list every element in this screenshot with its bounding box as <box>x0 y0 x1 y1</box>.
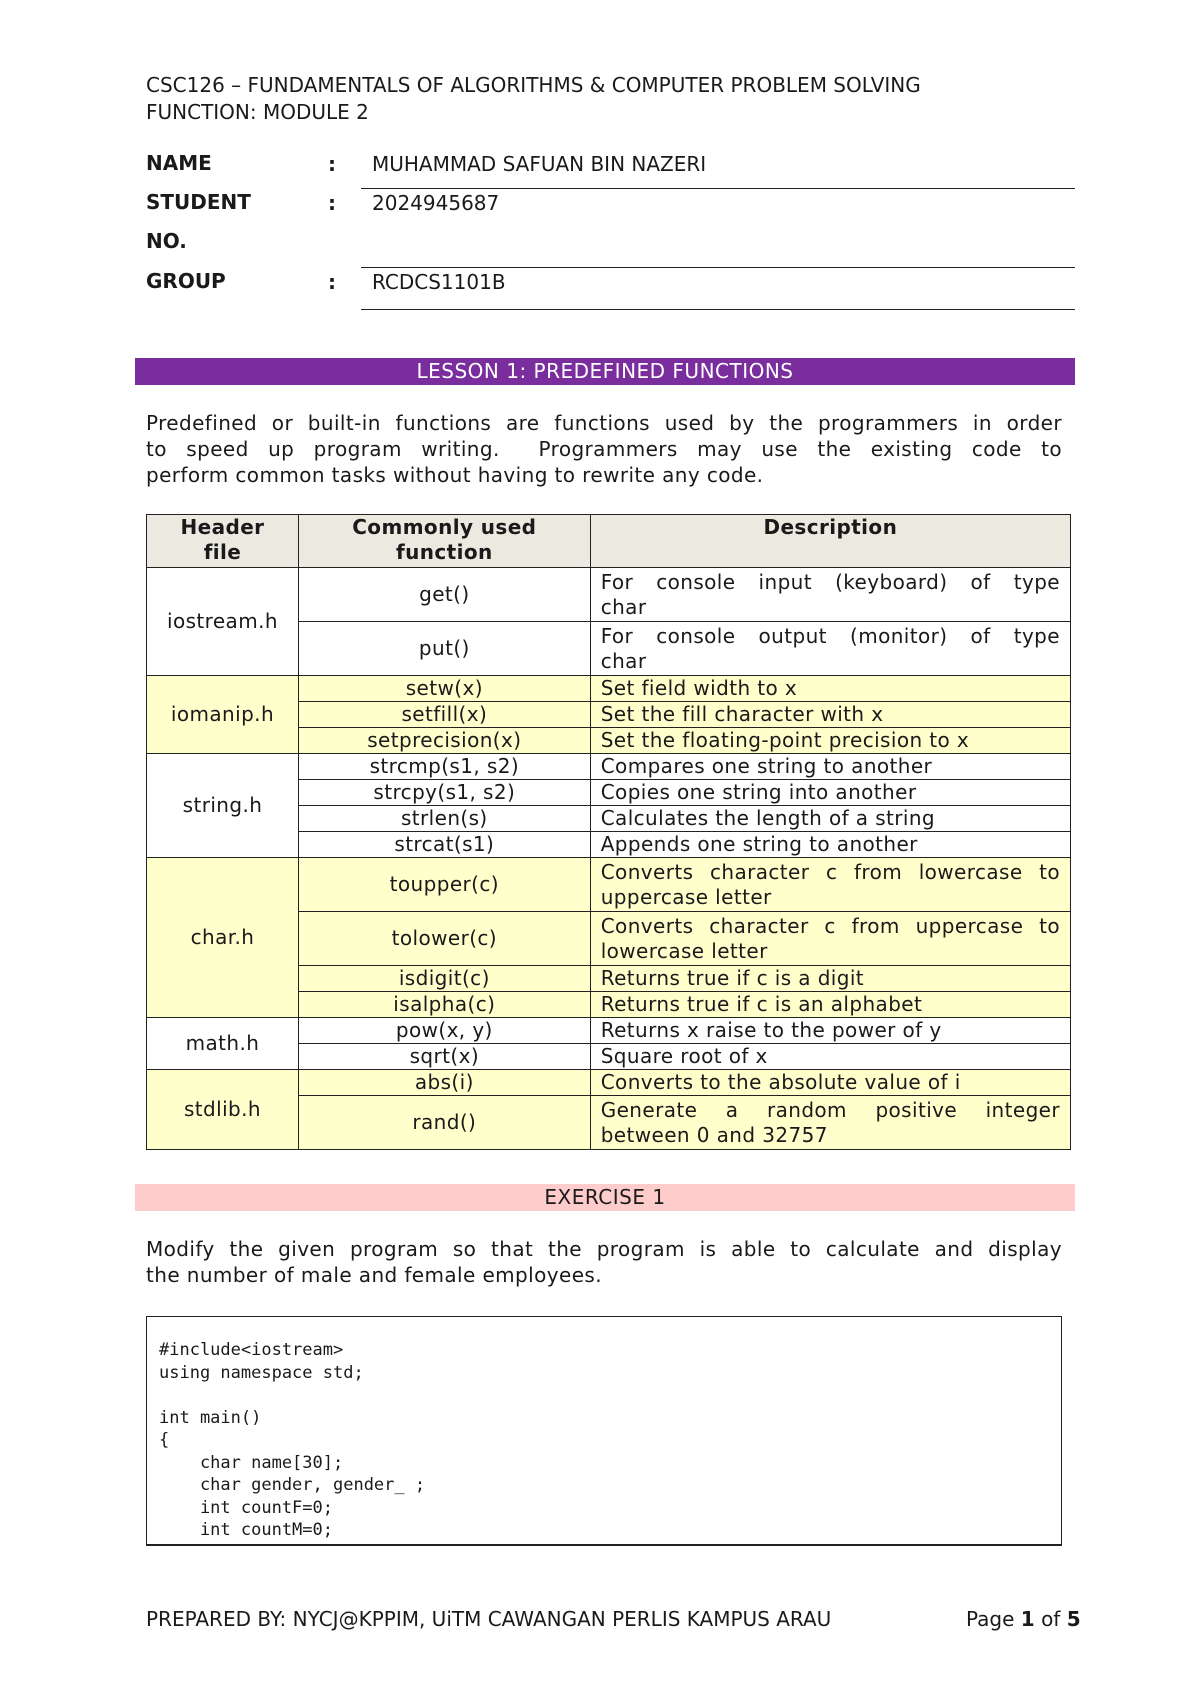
description-cell: Generate a random positive integer between 0 and 32757 <box>590 1096 1070 1150</box>
page-total: 5 <box>1066 1607 1081 1631</box>
description-cell: Returns x raise to the power of y <box>590 1018 1070 1044</box>
function-cell: rand() <box>298 1096 590 1150</box>
name-value: MUHAMMAD SAFUAN BIN NAZERI <box>372 152 707 176</box>
function-cell: tolower(c) <box>298 912 590 966</box>
description-cell: Converts character c from uppercase to lowercase letter <box>590 912 1070 966</box>
intro-line: to speed up program writing. Programmers may use the existing code to <box>146 437 1062 461</box>
description-cell: For console input (keyboard) of type char <box>590 568 1070 622</box>
column-header-description: Description <box>590 515 1070 568</box>
column-header-function: Commonly used function <box>298 515 590 568</box>
description-cell: Converts to the absolute value of i <box>590 1070 1070 1096</box>
function-cell: setprecision(x) <box>298 728 590 754</box>
table-row <box>147 1070 1071 1096</box>
description-cell: Calculates the length of a string <box>590 806 1070 832</box>
function-cell: strlen(s) <box>298 806 590 832</box>
intro-line: perform common tasks without having to rewrite any code. <box>146 463 764 487</box>
table-row <box>147 1018 1071 1044</box>
code-box <box>146 1316 1062 1546</box>
function-cell: get() <box>298 568 590 622</box>
page-number <box>966 1606 1081 1632</box>
function-cell: setfill(x) <box>298 702 590 728</box>
group-colon: : <box>328 270 336 294</box>
description-cell: Set field width to x <box>590 676 1070 702</box>
header-file-cell: stdlib.h <box>147 1070 299 1150</box>
function-cell: put() <box>298 622 590 676</box>
group-label: GROUP <box>146 269 226 293</box>
description-cell: For console output (monitor) of type char <box>590 622 1070 676</box>
table-row <box>147 754 1071 780</box>
header-file-cell: string.h <box>147 754 299 858</box>
predefined-functions-table <box>146 514 1071 1150</box>
page-word: Page <box>966 1607 1015 1631</box>
function-cell: setw(x) <box>298 676 590 702</box>
table-row <box>147 676 1071 702</box>
exercise-banner: EXERCISE 1 <box>135 1184 1075 1211</box>
student-no-colon: : <box>328 191 336 215</box>
function-cell: toupper(c) <box>298 858 590 912</box>
header-file-cell: iomanip.h <box>147 676 299 754</box>
description-cell: Set the fill character with x <box>590 702 1070 728</box>
name-label: NAME <box>146 151 212 175</box>
intro-line: Predefined or built-in functions are functions used by the programmers in order <box>146 411 1062 435</box>
lesson-intro <box>146 410 1062 488</box>
module-title: FUNCTION: MODULE 2 <box>146 100 369 124</box>
function-cell: sqrt(x) <box>298 1044 590 1070</box>
student-no-value: 2024945687 <box>372 191 500 215</box>
column-header-header-file: Header file <box>147 515 299 568</box>
lesson-banner: LESSON 1: PREDEFINED FUNCTIONS <box>135 358 1075 385</box>
instruction-line: Modify the given program so that the program is able to calculate and display <box>146 1237 1062 1261</box>
function-cell: isdigit(c) <box>298 966 590 992</box>
description-cell: Square root of x <box>590 1044 1070 1070</box>
description-cell: Converts character c from lowercase to uppercase letter <box>590 858 1070 912</box>
function-cell: pow(x, y) <box>298 1018 590 1044</box>
description-cell: Copies one string into another <box>590 780 1070 806</box>
course-title: CSC126 – FUNDAMENTALS OF ALGORITHMS & COMPUTER PROBLEM SOLVING <box>146 73 921 97</box>
header-file-cell: iostream.h <box>147 568 299 676</box>
function-cell: abs(i) <box>298 1070 590 1096</box>
description-cell: Compares one string to another <box>590 754 1070 780</box>
page-current: 1 <box>1020 1607 1035 1631</box>
table-row <box>147 858 1071 912</box>
header-file-cell: char.h <box>147 858 299 1018</box>
function-cell: strcat(s1) <box>298 832 590 858</box>
description-cell: Appends one string to another <box>590 832 1070 858</box>
table-header-row <box>147 515 1071 568</box>
table-row <box>147 568 1071 622</box>
function-cell: isalpha(c) <box>298 992 590 1018</box>
name-colon: : <box>328 152 336 176</box>
group-value: RCDCS1101B <box>372 270 506 294</box>
group-underline <box>361 309 1075 310</box>
page-of: of <box>1041 1607 1061 1631</box>
name-underline <box>361 188 1075 189</box>
header-file-cell: math.h <box>147 1018 299 1070</box>
student-no-label-line1: STUDENT <box>146 190 251 214</box>
description-cell: Set the floating-point precision to x <box>590 728 1070 754</box>
code-listing: #include<iostream> using namespace std; int main() { char name[30]; char gender, gender_ ; int countF=0; int countM=0; <box>159 1340 426 1540</box>
description-cell: Returns true if c is a digit <box>590 966 1070 992</box>
student-no-label-line2: NO. <box>146 229 187 253</box>
exercise-instructions <box>146 1236 1062 1288</box>
function-cell: strcmp(s1, s2) <box>298 754 590 780</box>
student-no-underline <box>361 267 1075 268</box>
function-cell: strcpy(s1, s2) <box>298 780 590 806</box>
description-cell: Returns true if c is an alphabet <box>590 992 1070 1018</box>
footer-prepared-by: PREPARED BY: NYCJ@KPPIM, UiTM CAWANGAN PERLIS KAMPUS ARAU <box>146 1607 832 1631</box>
instruction-line: the number of male and female employees. <box>146 1263 602 1287</box>
